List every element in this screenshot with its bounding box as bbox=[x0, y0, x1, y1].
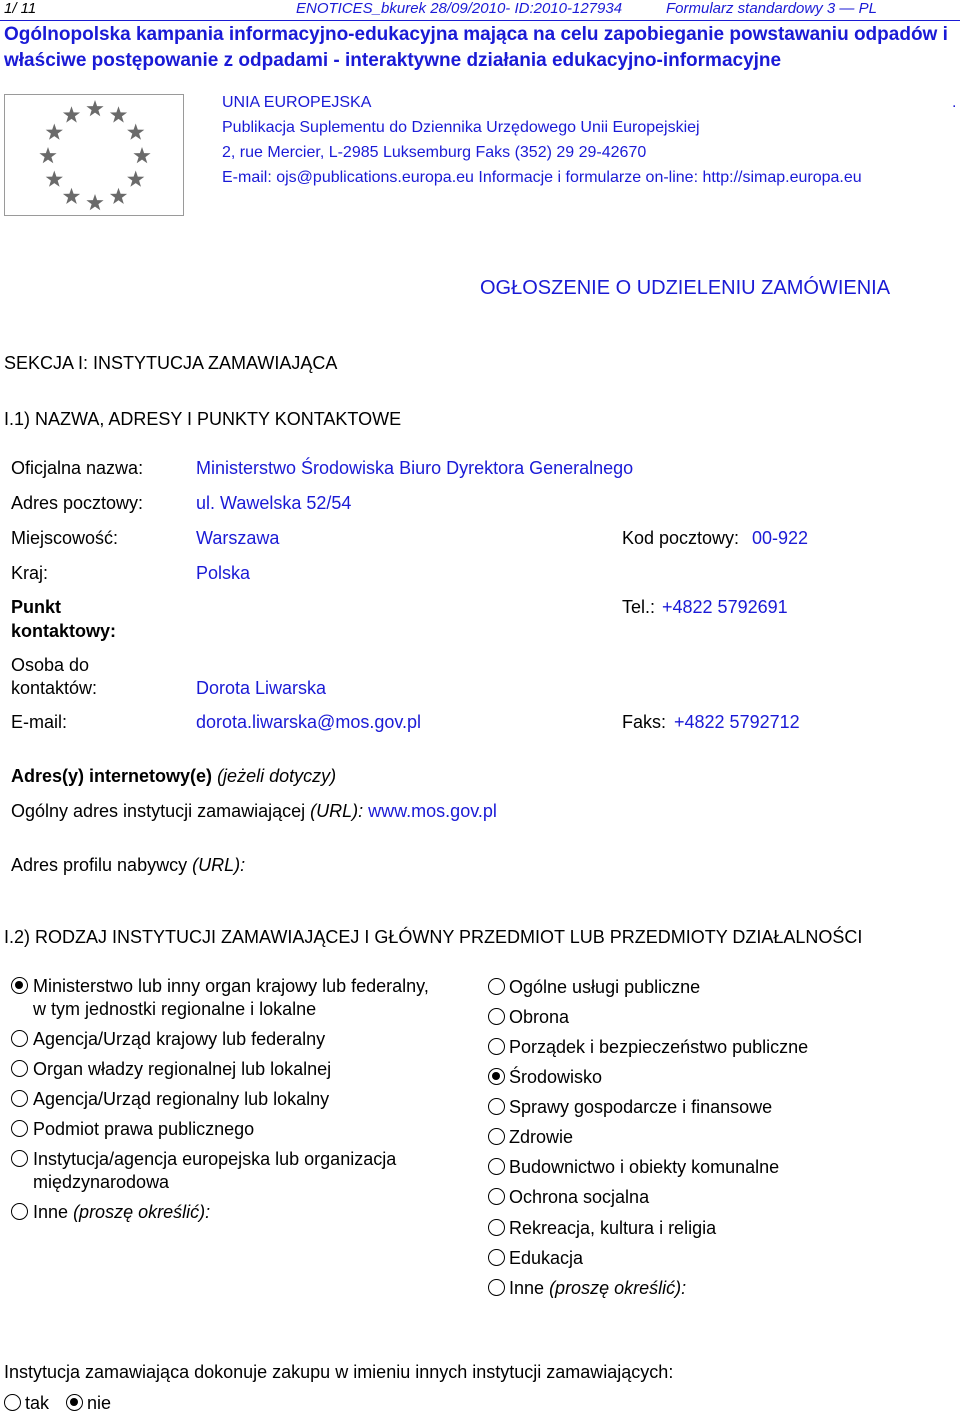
eu-star-icon bbox=[110, 188, 127, 204]
option-activity-health: Zdrowie bbox=[509, 1127, 574, 1147]
radio-authority-regional-agency[interactable] bbox=[11, 1090, 28, 1107]
option-activity-other bbox=[509, 1278, 686, 1299]
notice-title: OGŁOSZENIE O UDZIELENIU ZAMÓWIENIA bbox=[480, 277, 891, 299]
eu-star-icon bbox=[86, 100, 103, 116]
general-url-row bbox=[11, 801, 497, 822]
contact-point-label-cont: kontaktowy: bbox=[11, 621, 117, 641]
internet-heading-text: Adres(y) internetowy(e) bbox=[11, 766, 213, 786]
contact-person-label: Osoba do bbox=[11, 655, 90, 675]
option-activity-environment: Środowisko bbox=[509, 1067, 603, 1087]
option-authority-european-institution: Instytucja/agencja europejska lub organizacja bbox=[33, 1149, 397, 1169]
eu-star-icon bbox=[46, 171, 63, 187]
option-authority-ministry-cont: w tym jednostki regionalne i lokalne bbox=[33, 999, 317, 1019]
radio-activity-general-services[interactable] bbox=[488, 978, 505, 995]
eu-star-icon bbox=[133, 147, 150, 163]
eu-star-icon bbox=[86, 194, 103, 210]
contact-person-label-cont: kontaktów: bbox=[11, 678, 98, 698]
option-on-behalf-no: nie bbox=[87, 1393, 112, 1413]
eu-flag-logo bbox=[4, 94, 184, 216]
fax-label: Faks: bbox=[622, 712, 667, 732]
radio-activity-defence[interactable] bbox=[488, 1008, 505, 1025]
buyer-profile-label: Adres profilu nabywcy bbox=[11, 855, 188, 875]
radio-activity-economic-affairs[interactable] bbox=[488, 1098, 505, 1115]
radio-authority-european-institution[interactable] bbox=[11, 1150, 28, 1167]
eu-star-icon bbox=[110, 106, 127, 122]
header-divider bbox=[0, 20, 960, 21]
option-activity-social-protection: Ochrona socjalna bbox=[509, 1187, 650, 1207]
internet-heading-note: (jeżeli dotyczy) bbox=[217, 766, 337, 786]
publisher-trailing-dot: . bbox=[952, 94, 957, 111]
document-title: Ogólnopolska kampania informacyjno-edukacyjna mająca na celu zapobieganie powstawaniu odpadów i właściwe postępowanie z odpadami - interaktywne działania edukacyjno-informacyjne bbox=[4, 24, 948, 71]
publisher-org: UNIA EUROPEJSKA bbox=[222, 94, 372, 111]
option-authority-other-label: Inne bbox=[33, 1202, 69, 1222]
email-link[interactable]: dorota.liwarska@mos.gov.pl bbox=[196, 712, 422, 732]
official-name-value: Ministerstwo Środowiska Biuro Dyrektora Generalnego bbox=[196, 458, 634, 478]
option-activity-other-note: (proszę określić): bbox=[549, 1278, 687, 1298]
email-label: E-mail: bbox=[11, 712, 68, 732]
radio-activity-other[interactable] bbox=[488, 1279, 505, 1296]
city-label: Miejscowość: bbox=[11, 528, 119, 548]
radio-activity-public-order[interactable] bbox=[488, 1038, 505, 1055]
option-authority-national-agency: Agencja/Urząd krajowy lub federalny bbox=[33, 1029, 326, 1049]
option-activity-general-services: Ogólne usługi publiczne bbox=[509, 977, 701, 997]
publisher-address: 2, rue Mercier, L-2985 Luksemburg Faks (352) 29 29-42670 bbox=[222, 144, 647, 161]
option-activity-public-order: Porządek i bezpieczeństwo publiczne bbox=[509, 1037, 809, 1057]
subsection-heading-authority-type: I.2) RODZAJ INSTYTUCJI ZAMAWIAJĄCEJ I GŁÓWNY PRZEDMIOT LUB PRZEDMIOTY DZIAŁALNOŚCI bbox=[4, 927, 863, 947]
city-value: Warszawa bbox=[196, 528, 280, 548]
eu-star-icon bbox=[63, 106, 80, 122]
radio-activity-recreation[interactable] bbox=[488, 1219, 505, 1236]
option-authority-ministry: Ministerstwo lub inny organ krajowy lub federalny, bbox=[33, 976, 429, 996]
eu-star-icon bbox=[127, 124, 144, 140]
country-value: Polska bbox=[196, 563, 251, 583]
radio-authority-public-law-body[interactable] bbox=[11, 1120, 28, 1137]
option-activity-education: Edukacja bbox=[509, 1248, 584, 1268]
fax-value: +4822 5792712 bbox=[674, 712, 800, 732]
option-activity-other-label: Inne bbox=[509, 1278, 545, 1298]
country-label: Kraj: bbox=[11, 563, 49, 583]
postal-code-value: 00-922 bbox=[752, 528, 809, 548]
postal-address-value: ul. Wawelska 52/54 bbox=[196, 493, 352, 513]
radio-activity-social-protection[interactable] bbox=[488, 1188, 505, 1205]
publisher-line: Publikacja Suplementu do Dziennika Urzędowego Unii Europejskiej bbox=[222, 119, 700, 136]
form-type: Formularz standardowy 3 — PL bbox=[666, 0, 877, 17]
eu-stars-icon bbox=[5, 95, 185, 217]
general-url-note: (URL): bbox=[310, 801, 364, 821]
option-activity-housing: Budownictwo i obiekty komunalne bbox=[509, 1157, 780, 1177]
option-activity-economic-affairs: Sprawy gospodarcze i finansowe bbox=[509, 1097, 773, 1117]
radio-authority-national-agency[interactable] bbox=[11, 1030, 28, 1047]
eu-star-icon bbox=[127, 171, 144, 187]
option-authority-european-institution-cont: międzynarodowa bbox=[33, 1172, 170, 1192]
on-behalf-question: Instytucja zamawiająca dokonuje zakupu w imieniu innych instytucji zamawiających: bbox=[4, 1362, 674, 1382]
radio-on-behalf-no[interactable] bbox=[66, 1394, 83, 1411]
official-name-label: Oficjalna nazwa: bbox=[11, 458, 144, 478]
section-title: SEKCJA I: INSTYTUCJA ZAMAWIAJĄCA bbox=[4, 353, 338, 373]
option-authority-public-law-body: Podmiot prawa publicznego bbox=[33, 1119, 255, 1139]
postal-code-label: Kod pocztowy: bbox=[622, 528, 740, 548]
publisher-contact-link[interactable]: E-mail: ojs@publications.europa.eu Informacje i formularze on-line: http://simap.europa.eu bbox=[222, 169, 862, 186]
contact-person-value: Dorota Liwarska bbox=[196, 678, 327, 698]
buyer-profile-note: (URL): bbox=[192, 855, 246, 875]
option-authority-other bbox=[33, 1202, 210, 1223]
contact-point-label: Punkt bbox=[11, 597, 62, 617]
option-authority-regional-body: Organ władzy regionalnej lub lokalnej bbox=[33, 1059, 332, 1079]
subsection-heading: I.1) NAZWA, ADRESY I PUNKTY KONTAKTOWE bbox=[4, 409, 402, 429]
eu-star-icon bbox=[39, 147, 56, 163]
postal-address-label: Adres pocztowy: bbox=[11, 493, 144, 513]
option-activity-recreation: Rekreacja, kultura i religia bbox=[509, 1218, 717, 1238]
radio-activity-housing[interactable] bbox=[488, 1158, 505, 1175]
notice-reference: ENOTICES_bkurek 28/09/2010- ID:2010-127934 bbox=[296, 0, 623, 17]
eu-star-icon bbox=[63, 188, 80, 204]
option-activity-defence: Obrona bbox=[509, 1007, 570, 1027]
radio-authority-other[interactable] bbox=[11, 1203, 28, 1220]
option-authority-regional-agency: Agencja/Urząd regionalny lub lokalny bbox=[33, 1089, 330, 1109]
general-url-label: Ogólny adres instytucji zamawiającej bbox=[11, 801, 306, 821]
radio-activity-environment[interactable] bbox=[488, 1068, 505, 1085]
radio-authority-regional-body[interactable] bbox=[11, 1060, 28, 1077]
option-authority-other-note: (proszę określić): bbox=[73, 1202, 211, 1222]
phone-label: Tel.: bbox=[622, 597, 656, 617]
eu-star-icon bbox=[46, 124, 63, 140]
internet-addresses-heading bbox=[11, 766, 336, 787]
phone-value: +4822 5792691 bbox=[662, 597, 788, 617]
radio-on-behalf-yes[interactable] bbox=[4, 1394, 21, 1411]
option-on-behalf-yes: tak bbox=[25, 1393, 50, 1413]
radio-activity-education[interactable] bbox=[488, 1249, 505, 1266]
buyer-profile-row bbox=[11, 855, 245, 876]
radio-activity-health[interactable] bbox=[488, 1128, 505, 1145]
page-number: 1/ 11 bbox=[4, 0, 37, 17]
radio-authority-ministry[interactable] bbox=[11, 977, 28, 994]
general-url-link[interactable]: www.mos.gov.pl bbox=[368, 801, 497, 821]
